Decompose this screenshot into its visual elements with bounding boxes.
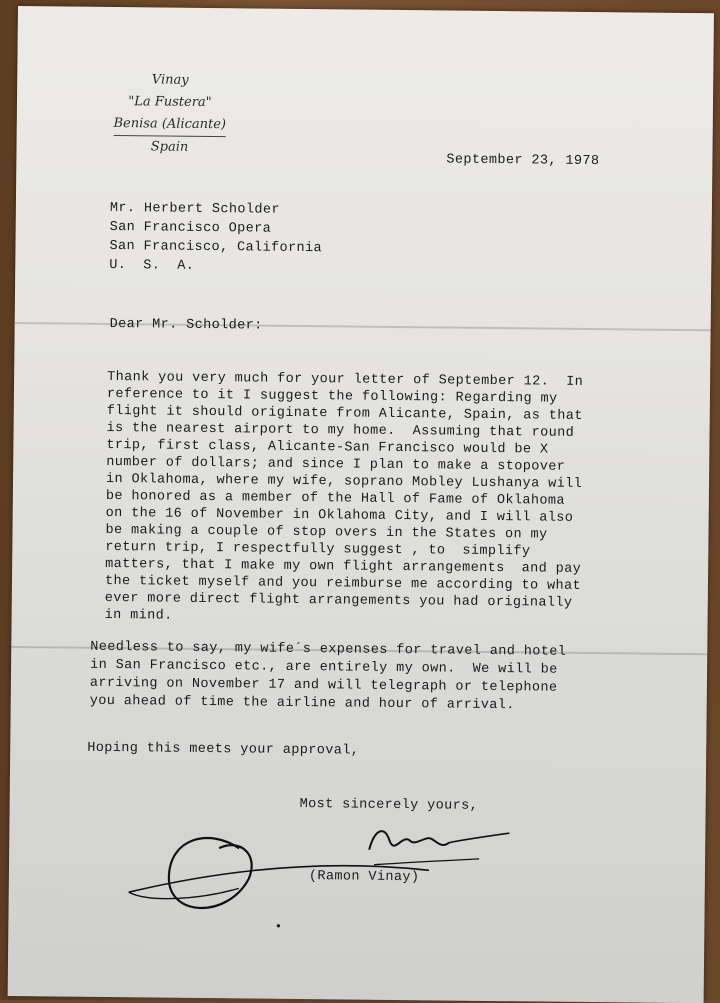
closing-sincerely: Most sincerely yours, xyxy=(299,796,479,814)
body-line: is the nearest airport to my home. Assuming that round xyxy=(106,420,575,441)
body-line: flight it should originate from Alicante, Spain, as that xyxy=(106,403,583,424)
body-line: return trip, I respectfully suggest , to simplify xyxy=(105,539,531,560)
letterhead-house: "La Fustera" xyxy=(128,94,212,111)
address-line: Mr. Herbert Scholder xyxy=(109,200,280,218)
letterhead-country: Spain xyxy=(150,139,189,155)
body-line: be honored as a member of the Hall of Fame of Oklahoma xyxy=(105,488,566,509)
closing-hope: Hoping this meets your approval, xyxy=(87,740,360,759)
body-line: Thank you very much for your letter of September 12. In xyxy=(107,369,584,390)
address-line: San Francisco Opera xyxy=(109,219,272,237)
body-line: in Oklahoma, where my wife, soprano Mobley Lushanya will xyxy=(105,471,583,492)
body-line: arriving on November 17 and will telegraph or telephone xyxy=(89,675,558,696)
body-line: in mind. xyxy=(104,607,173,624)
letterhead xyxy=(94,69,245,160)
letter-page xyxy=(8,6,714,1003)
body-line: matters, that I make my own flight arrangements and pay xyxy=(105,556,582,577)
body-line: Needless to say, my wife´s expenses for travel and hotel xyxy=(90,639,567,660)
recipient-address xyxy=(109,199,322,277)
letter-date: September 23, 1978 xyxy=(446,152,600,170)
address-line: U. S. A. xyxy=(109,257,195,274)
salutation: Dear Mr. Scholder: xyxy=(109,316,263,334)
letterhead-name: Vinay xyxy=(151,72,189,88)
letterhead-town: Benisa (Alicante) xyxy=(113,113,226,137)
body-paragraph-2 xyxy=(90,639,567,716)
body-line: reference to it I suggest the following: Regarding my xyxy=(106,386,558,407)
body-line: trip, first class, Alicante-San Francisco would be X xyxy=(106,437,549,458)
body-line: ever more direct flight arrangements you had originally xyxy=(104,590,573,611)
body-line: on the 16 of November in Oklahoma City, and I will also xyxy=(105,505,574,526)
address-line: San Francisco, California xyxy=(109,238,323,257)
body-line: the ticket myself and you reimburse me according to what xyxy=(104,573,582,594)
body-line: you ahead of time the airline and hour of arrival. xyxy=(89,693,515,714)
body-line: be making a couple of stop overs in the States on my xyxy=(105,522,548,543)
body-line: number of dollars; and since I plan to make a stopover xyxy=(106,454,566,475)
typed-signature-name: (Ramon Vinay) xyxy=(308,869,420,886)
body-line: in San Francisco etc., are entirely my own. We will be xyxy=(90,657,558,678)
body-paragraph-1 xyxy=(105,369,608,629)
